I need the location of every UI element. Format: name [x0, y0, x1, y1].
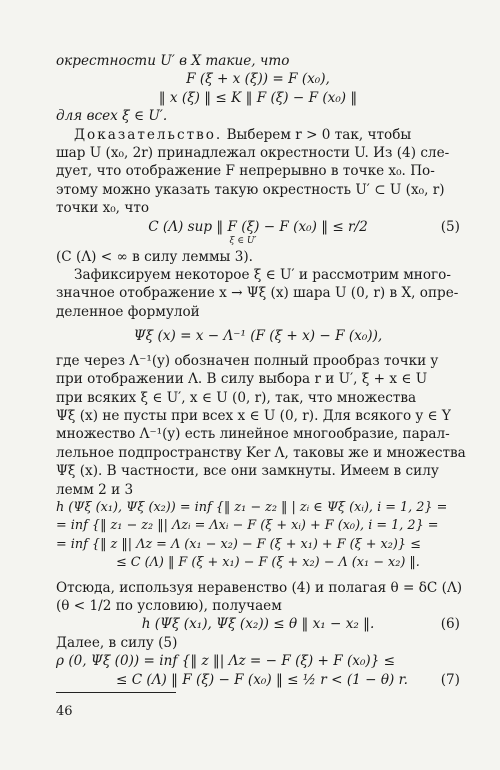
text-line: (θ < 1/2 по условию), получаем — [56, 597, 282, 614]
text-line: Ψξ (x). В частности, все они замкнуты. Имеем в силу — [56, 463, 439, 480]
formula-line: ‖ x (ξ) ‖ ≤ K ‖ F (ξ) − F (x₀) ‖ — [158, 89, 358, 106]
formula-line: ≤ C (Λ) ‖ F (ξ + x₁) − F (ξ + x₂) − Λ (x₁ − x₂) ‖. — [116, 555, 420, 571]
text-line: этому можно указать такую окрестность U′ ⊂ U (x₀, r) — [56, 181, 445, 198]
text-line: множество Λ⁻¹(y) есть линейное многообразие, парал- — [56, 426, 450, 443]
text-line: деленное формулой — [56, 303, 200, 320]
text-line: лельное подпространству Ker Λ, таковы же и множества — [56, 444, 466, 461]
page-body — [56, 52, 466, 689]
text-line: лемм 2 и 3 — [56, 481, 134, 498]
formula-line: F (ξ + x (ξ)) = F (x₀), — [186, 71, 330, 88]
text-line: Далее, в силу (5) — [56, 634, 178, 651]
text-line: Зафиксируем некоторое ξ ∈ U′ и рассмотрим много- — [74, 267, 451, 284]
equation-text: C (Λ) sup ‖ F (ξ) − F (x₀) ‖ ≤ r/2 — [148, 218, 368, 235]
text-line: значное отображение x → Ψξ (x) шара U (0, r) в X, опре- — [56, 285, 459, 302]
text-span: Выберем r > 0 так, чтобы — [222, 126, 412, 143]
proof-heading: Доказательство. — [74, 126, 223, 143]
equation-5 — [56, 218, 460, 248]
page-number: 46 — [56, 704, 73, 719]
text-line: дует, что отображение F непрерывно в точке x₀. По- — [56, 163, 435, 180]
equation-text: h (Ψξ (x₁), Ψξ (x₂)) ≤ θ ‖ x₁ − x₂ ‖. — [141, 616, 375, 633]
formula-line: Ψξ (x) = x − Λ⁻¹ (F (ξ + x) − F (x₀)), — [133, 328, 383, 345]
text-line: при всяких ξ ∈ U′, x ∈ U (0, r), так, что множества — [56, 389, 417, 406]
equation-number: (7) — [440, 671, 460, 688]
text-line: точки x₀, что — [56, 200, 150, 217]
text-line: для всех ξ ∈ U′. — [56, 108, 168, 125]
text-line: Ψξ (x) не пусты при всех x ∈ U (0, r). Для всякого y ∈ Y — [56, 407, 451, 424]
equation-number: (5) — [440, 218, 460, 235]
text-line — [56, 126, 460, 144]
equation-6 — [56, 615, 460, 633]
text-line: окрестности U′ в X такие, что — [56, 53, 290, 69]
equation-text: ≤ C (Λ) ‖ F (ξ) − F (x₀) ‖ ≤ ½ r < (1 − θ) r. — [116, 671, 408, 688]
equation-7 — [56, 671, 460, 689]
formula-line: h (Ψξ (x₁), Ψξ (x₂)) = inf {‖ z₁ − z₂ ‖ | zᵢ ∈ Ψξ (xᵢ), i = 1, 2} = — [56, 499, 448, 515]
text-line: при отображении Λ. В силу выбора r и U′, ξ + x ∈ U — [56, 371, 428, 388]
equation-subscript: ξ ∈ U′ — [229, 236, 257, 247]
formula-line: = inf {‖ z ‖| Λz = Λ (x₁ − x₂) − F (ξ + x₁) + F (ξ + x₂)} ≤ — [56, 536, 421, 552]
text-line: (C (Λ) < ∞ в силу леммы 3). — [56, 248, 253, 265]
text-line: Отсюда, используя неравенство (4) и полагая θ = δC (Λ) — [56, 579, 463, 596]
formula-line: = inf {‖ z₁ − z₂ ‖| Λzᵢ = Λxᵢ − F (ξ + xᵢ) + F (x₀), i = 1, 2} = — [56, 518, 439, 534]
text-line: где через Λ⁻¹(y) обозначен полный прообраз точки y — [56, 352, 439, 369]
formula-line: ρ (0, Ψξ (0)) = inf {‖ z ‖| Λz = − F (ξ) + F (x₀)} ≤ — [56, 653, 396, 670]
text-line: шар U (x₀, 2r) принадлежал окрестности U. Из (4) сле- — [56, 145, 450, 162]
footnote-rule — [56, 692, 176, 693]
equation-number: (6) — [440, 616, 460, 633]
